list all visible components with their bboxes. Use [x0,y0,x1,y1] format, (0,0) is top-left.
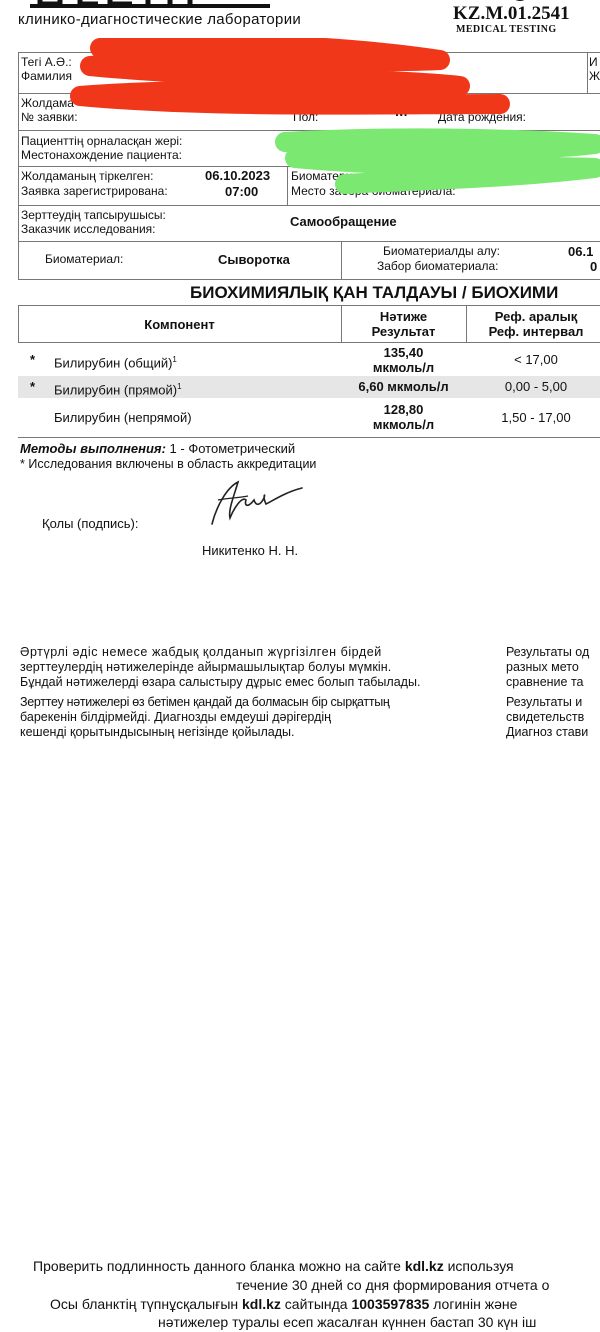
grid-line [18,279,600,280]
result-value: 135,40 [383,345,424,360]
right-label-ru: Ж [589,69,600,83]
result-unit: мкмоль/л [372,360,435,375]
grid-line [18,205,600,206]
grid-line [587,52,588,93]
table-row [18,399,600,435]
disclaimer-line: Бұндай нәтижелерді өзара салыстыру дұрыс емес болып табылады. [20,675,421,689]
signature-mark [204,478,304,528]
disclaimer-line: разных мето [506,660,579,674]
disclaimer-line: Зерттеу нәтижелері өз бетімен қандай да болмасын бір сырқаттың [20,695,390,709]
registered-label-kz: Жолдаманың тіркелген: [21,169,154,183]
collect-place-label-kz: Биоматериал [291,169,366,183]
collect-label-kz: Биоматериалды алу: [383,244,500,258]
right-label-kz: И [589,55,598,69]
registered-label-ru: Заявка зарегистрирована: [21,184,168,198]
disclaimer-ru [506,645,600,740]
biomaterial-value: Сыворотка [218,252,290,267]
result-value: 6,60 мкмоль/л [358,379,449,394]
green-redaction-marker [265,128,600,200]
name-label-ru: Фамилия [21,69,72,83]
accreditation-note: * Исследования включены в область аккредитации [20,457,317,471]
customer-value: Самообращение [290,214,397,229]
footer-line-3: Осы бланктің түпнұсқалығын kdl.kz сайтында 1003597835 логинін және [50,1296,518,1312]
accreditation-mark: * [30,352,36,367]
col-header-component: Компонент [144,317,215,332]
disclaimer-line: Результаты од [506,645,590,659]
collect-time: 0 [590,259,598,274]
result-unit: мкмоль/л [372,417,435,432]
accreditation-mark: * [30,379,36,394]
location-label-kz: Пациенттің орналасқан жері: [21,134,183,148]
customer-label-kz: Зерттеудің тапсырушысы: [21,208,166,222]
table-row [18,343,600,376]
collect-date: 06.1 [568,244,594,259]
disclaimer-line: кешенді қорытындысының негізінде қойылады. [20,725,295,739]
birth-label-kz: Туған [438,96,469,110]
request-label-kz: Жолдама [21,96,74,110]
header-tagline: клинико-диагностические лаборатории [18,11,302,28]
registered-time: 07:00 [225,184,259,199]
logo-letters-icon [30,0,300,10]
registered-date: 06.10.2023 [205,168,271,183]
grid-line [18,52,19,279]
grid-line [18,241,600,242]
col-header-ref-kz: Реф. аралық [494,309,578,324]
reference-interval: < 17,00 [514,352,558,367]
reference-interval: 0,00 - 5,00 [504,379,568,394]
result-value: 128,80 [383,402,424,417]
methods-text: 1 - Фотометрический [169,441,296,456]
biomaterial-label: Биоматериал: [45,252,124,266]
footer-line-1: Проверить подлинность данного бланка можно на сайте kdl.kz используя [33,1258,514,1274]
collect-place-label-ru: Место забора биоматериала: [291,184,456,198]
footer-line-4: нәтижелер туралы есеп жасалған күннен бастап 30 күн іш [158,1314,537,1330]
col-header-result-kz: Нәтиже [379,309,428,324]
site-link[interactable]: kdl.kz [242,1296,281,1312]
location-label-ru: Местонахождение пациента: [21,148,183,162]
footer-line-2: течение 30 дней со дня формирования отчета о [236,1277,550,1293]
disclaimer-line: свидетельств [506,710,585,724]
disclaimer-kz [20,645,500,740]
report-title: БИОХИМИЯЛЫҚ ҚАН ТАЛДАУЫ / БИОХИМИ [190,283,559,302]
table-border [18,437,600,438]
gender-value: М [395,103,408,120]
name-label-kz: Тегі А.Ә.: [21,55,72,69]
red-redaction-marker [60,38,520,118]
signature-label: Қолы (подпись): [42,516,139,531]
login-code: 1003597835 [351,1296,430,1312]
disclaimer-line: барекенін білдірмейді. Диагнозды емдеуші дәрігердің [20,710,332,724]
disclaimer-line: зерттеулердің нәтижелерінде айырмашылықтар болуы мүмкін. [20,660,392,674]
component-name: Билирубин (прямой)$^1$ [54,382,182,398]
methods-label: Методы выполнения: [20,441,166,456]
site-link[interactable]: kdl.kz [404,1258,444,1274]
disclaimer-line: Диагноз стави [506,725,589,739]
methods-line [20,441,295,456]
lab-logo [30,0,300,10]
request-label-ru: № заявки: [21,110,78,124]
accreditation-number: KZ.M.01.2541 [453,3,570,24]
col-header-ref-ru: Реф. интервал [488,324,584,339]
component-name: Билирубин (общий)$^1$ [54,355,177,371]
table-border [18,305,600,306]
component-name: Билирубин (непрямой) [54,410,192,425]
table-row [18,376,600,398]
birth-label-ru: Дата рождения: [438,110,526,124]
gender-label: Пол: [293,110,319,124]
accreditation-sub: MEDICAL TESTING [456,24,557,35]
disclaimer-line: сравнение та [506,675,584,689]
customer-label-ru: Заказчик исследования: [21,222,156,236]
disclaimer-line: Әртүрлі әдіс немесе жабдық қолданып жүргізілген бірдей [20,645,382,659]
collect-label-ru: Забор биоматериала: [377,259,499,273]
disclaimer-line: Результаты и [506,695,583,709]
signer-name: Никитенко Н. Н. [202,543,299,558]
grid-line [341,241,342,279]
col-header-result-ru: Результат [371,324,436,339]
reference-interval: 1,50 - 17,00 [501,410,571,425]
